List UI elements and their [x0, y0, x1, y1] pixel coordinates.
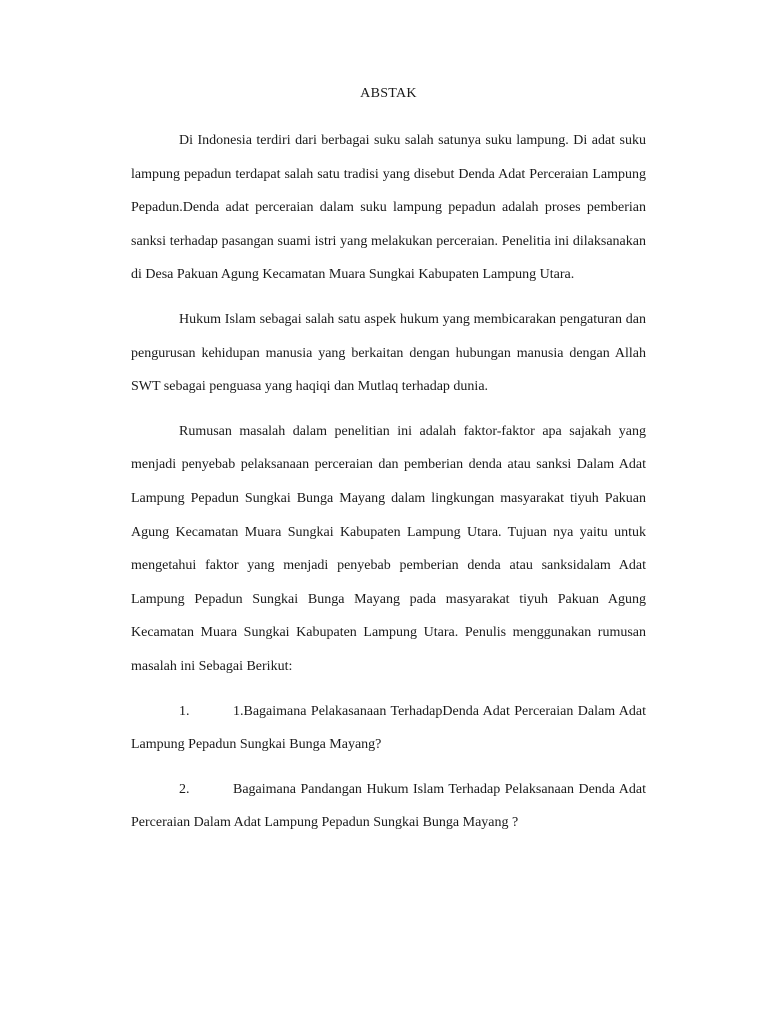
list-item-text: Bagaimana Pandangan Hukum Islam Terhadap Pelaksanaan Denda Adat Perceraian Dalam Adat Lampung Pepadun Sungkai Bunga Mayang ? [131, 781, 646, 831]
list-item [131, 695, 646, 762]
list-item-number: 1. [179, 703, 190, 719]
list-item-number: 2. [179, 781, 190, 797]
list-item-text: 1.Bagaimana Pelakasanaan TerhadapDenda Adat Perceraian Dalam Adat Lampung Pepadun Sungkai Bunga Mayang? [131, 703, 646, 753]
paragraph-rumusan-masalah: Rumusan masalah dalam penelitian ini adalah faktor-faktor apa sajakah yang menjadi penyebab pelaksanaan perceraian dan pemberian denda atau sanksi Dalam Adat Lampung Pepadun Sungkai Bunga Mayang dalam lingkungan masyarakat tiyuh Pakuan Agung Kecamatan Muara Sungkai Kabupaten Lampung Utara. Tujuan nya yaitu untuk mengetahui faktor yang menjadi penyebab pemberian denda atau sanksidalam Adat Lampung Pepadun Sungkai Bunga Mayang pada masyarakat tiyuh Pakuan Agung Kecamatan Muara Sungkai Kabupaten Lampung Utara. Penulis menggunakan rumusan masalah ini Sebagai Berikut: [131, 423, 646, 674]
list-item [131, 773, 646, 840]
paragraph-intro: Di Indonesia terdiri dari berbagai suku salah satunya suku lampung. Di adat suku lampung pepadun terdapat salah satu tradisi yang disebut Denda Adat Perceraian Lampung Pepadun.Denda adat perceraian dalam suku lampung pepadun adalah proses pemberian sanksi terhadap pasangan suami istri yang melakukan perceraian. Penelitia ini dilaksanakan di Desa Pakuan Agung Kecamatan Muara Sungkai Kabupaten Lampung Utara. [131, 133, 646, 283]
document-title: ABSTAK [360, 86, 417, 101]
paragraph-hukum-islam: Hukum Islam sebagai salah satu aspek hukum yang membicarakan pengaturan dan pengurusan kehidupan manusia yang berkaitan dengan hubungan manusia dengan Allah SWT sebagai penguasa yang haqiqi dan Mutlaq terhadap dunia. [131, 311, 646, 395]
